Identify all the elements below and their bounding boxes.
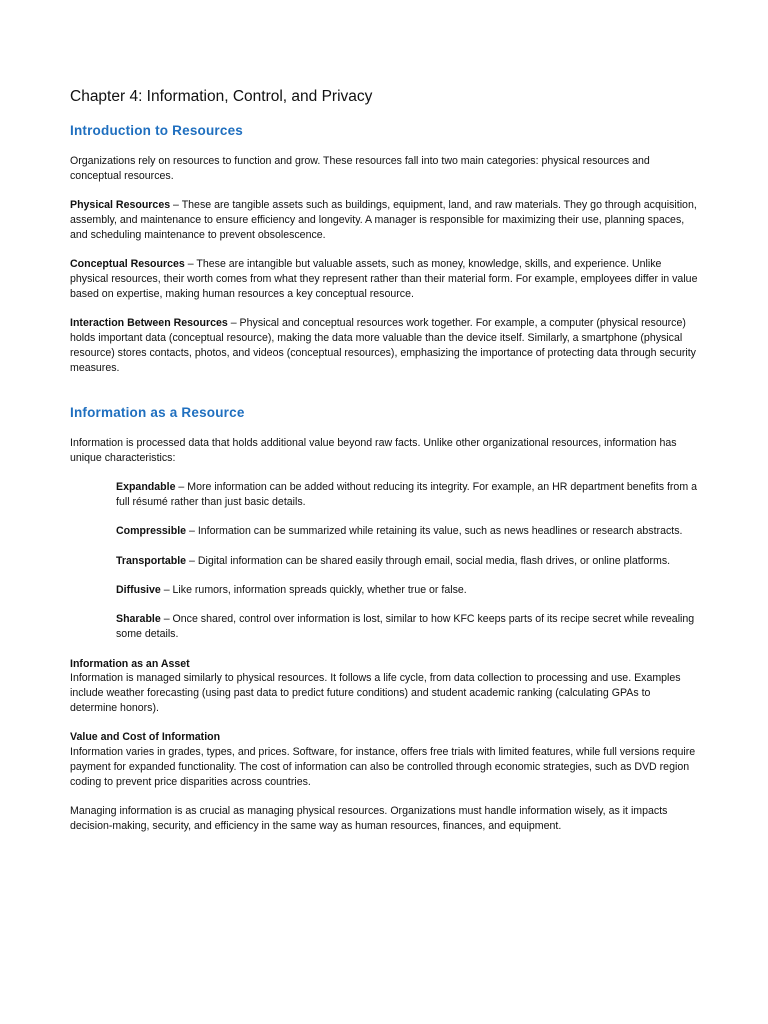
- subheading-information-asset: Information as an Asset: [70, 657, 190, 670]
- characteristic-diffusive: [116, 583, 700, 598]
- text-sharable: – Once shared, control over information is lost, similar to how KFC keeps parts of its recipe secret while revealing some details.: [116, 613, 695, 641]
- characteristic-expandable: [116, 480, 700, 510]
- term-physical-resources: Physical Resources: [70, 199, 171, 212]
- information-intro-paragraph: Information is processed data that holds additional value beyond raw facts. Unlike other organizational resources, information has unique characteristics:: [70, 436, 677, 464]
- characteristic-sharable: [116, 612, 700, 642]
- asset-block: [70, 657, 700, 716]
- intro-paragraph: Organizations rely on resources to function and grow. These resources fall into two main categories: physical resources and conceptual resources.: [70, 155, 650, 182]
- term-expandable: Expandable: [116, 481, 176, 494]
- term-conceptual-resources: Conceptual Resources: [70, 258, 185, 271]
- document-page: [70, 86, 700, 848]
- text-compressible: – Information can be summarized while retaining its value, such as news headlines or research abstracts.: [186, 525, 683, 538]
- paragraph-interaction-between-resources: [70, 316, 700, 375]
- text-diffusive: – Like rumors, information spreads quickly, whether true or false.: [160, 584, 467, 597]
- subheading-value-cost: Value and Cost of Information: [70, 731, 221, 744]
- term-diffusive: Diffusive: [116, 584, 161, 597]
- text-transportable: – Digital information can be shared easily through email, social media, flash drives, or online platforms.: [186, 554, 671, 567]
- text-physical-resources: – These are tangible assets such as buildings, equipment, land, and raw materials. They go through acquisition, assembly, and maintenance to ensure efficiency and longevity. A manager is responsible for maximizing their use, planning spaces, and scheduling maintenance to prevent obsolescence.: [70, 199, 697, 241]
- value-cost-block: [70, 730, 700, 789]
- paragraph-conceptual-resources: [70, 257, 700, 301]
- text-expandable: – More information can be added without reducing its integrity. For example, an HR department benefits from a full résumé rather than just basic details.: [116, 481, 697, 508]
- text-interaction-between-resources: – Physical and conceptual resources work together. For example, a computer (physical resource) holds important data (conceptual resource), making the data more valuable than the device itself. Similarly, a smartphone (physical resource) stores contacts, photos, and videos (conceptual resources), emphasizing the importance of protecting data through security measures.: [70, 317, 696, 374]
- text-conceptual-resources: – These are intangible but valuable assets, such as money, knowledge, skills, and experience. Unlike physical resources, their worth comes from what they represent rather than their material form. For example, employees differ in value based on expertise, making human resources a key conceptual resource.: [70, 258, 698, 300]
- term-interaction-between-resources: Interaction Between Resources: [70, 317, 228, 330]
- characteristic-transportable: [116, 554, 700, 569]
- characteristic-compressible: [116, 524, 700, 539]
- paragraph-value-cost: Information varies in grades, types, and prices. Software, for instance, offers free trials with limited features, while full versions require payment for expanded functionality. The cost of information can also be controlled through economic strategies, such as DVD region coding to prevent price disparities across countries.: [70, 746, 696, 788]
- term-sharable: Sharable: [116, 613, 161, 626]
- paragraph-physical-resources: [70, 198, 700, 242]
- section-spacer: [70, 390, 700, 404]
- closing-paragraph: Managing information is as crucial as managing physical resources. Organizations must handle information wisely, as it impacts decision-making, security, and efficiency in the same way as human resources, finances, and equipment.: [70, 805, 668, 833]
- section-heading-information-resource: Information as a Resource: [70, 404, 245, 420]
- chapter-title: Chapter 4: Information, Control, and Privacy: [70, 88, 373, 105]
- term-transportable: Transportable: [116, 554, 187, 567]
- paragraph-information-asset: Information is managed similarly to physical resources. It follows a life cycle, from data collection to processing and use. Examples include weather forecasting (using past data to predict future conditions) and student academic ranking (calculating GPAs to determine honors).: [70, 672, 681, 715]
- section-heading-introduction: Introduction to Resources: [70, 123, 244, 138]
- term-compressible: Compressible: [116, 525, 187, 538]
